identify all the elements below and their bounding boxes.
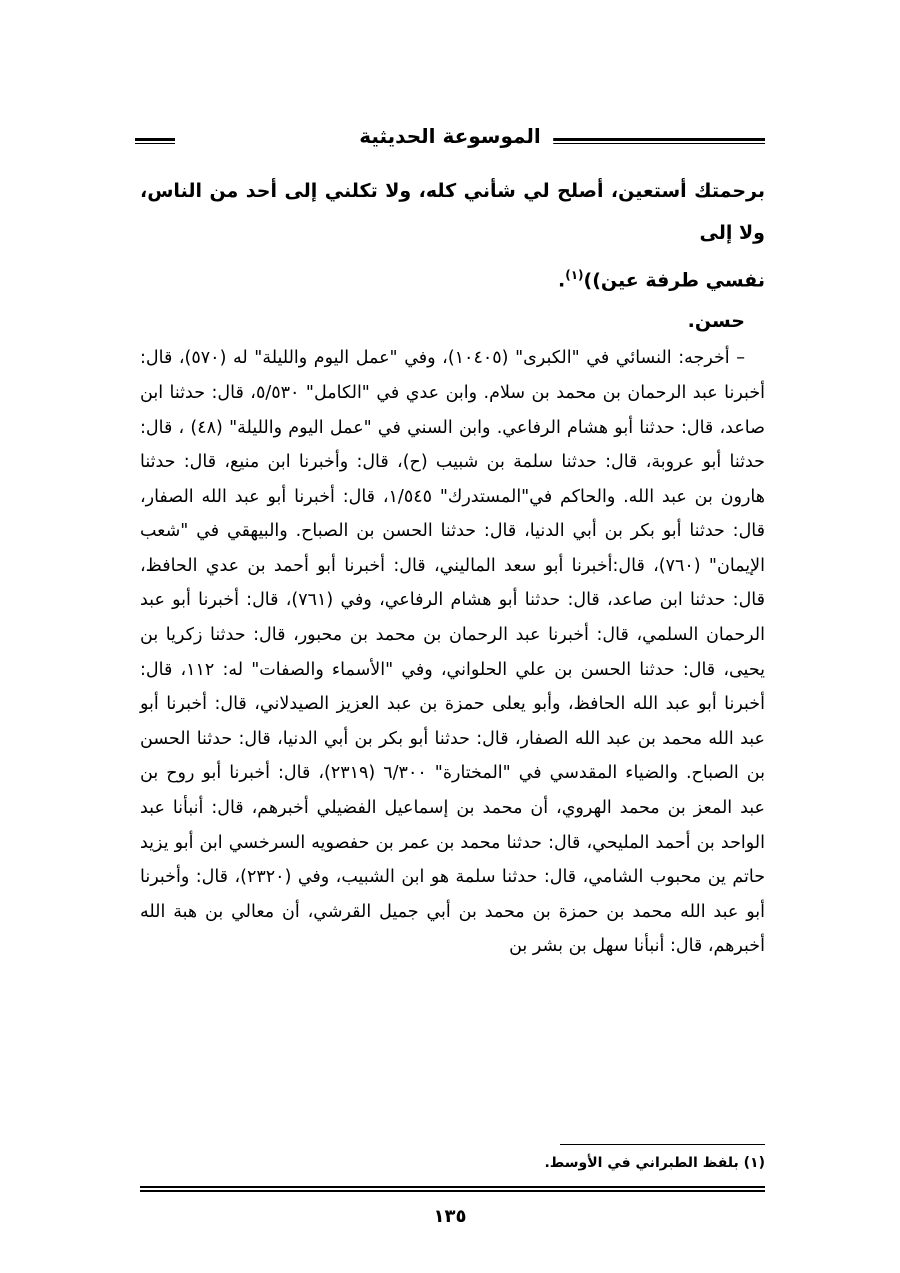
page-number: ١٣٥ [433, 1206, 467, 1227]
header-title: الموسوعة الحديثية [347, 124, 553, 148]
header-rule-left [135, 138, 175, 144]
hadith-line-1: برحمتك أستعين، أصلح لي شأني كله، ولا تكلني إلى أحد من الناس، ولا إلى [140, 180, 765, 244]
takhrij-paragraph: – أخرجه: النسائي في "الكبرى" (١٠٤٠٥)، وفي "عمل اليوم والليلة" له (٥٧٠)، قال: أخبرنا عبد الرحمان بن محمد بن سلام. وابن عدي في "الكامل" ٥/٥٣٠، قال: حدثنا ابن صاعد، قال: حدثنا أبو هشام الرفاعي. وابن السني في "عمل اليوم والليلة" (٤٨) ، قال: حدثنا أبو عروبة، قال: حدثنا سلمة بن شبيب (ح)، قال: وأخبرنا ابن منيع، قال: حدثنا هارون بن عبد الله. والحاكم في"المستدرك" ١/٥٤٥، قال: أخبرنا أبو عبد الله الصفار، قال: حدثنا أبو بكر بن أبي الدنيا، قال: حدثنا الحسن بن الصباح. والبيهقي في "شعب الإيمان" (٧٦٠)، قال:أخبرنا أبو سعد الماليني، قال: أخبرنا أبو أحمد بن عدي الحافظ، قال: حدثنا ابن صاعد، قال: حدثنا أبو هشام الرفاعي، وفي (٧٦١)، قال: أخبرنا أبو عبد الرحمان السلمي، قال: أخبرنا عبد الرحمان بن محمد بن محبور، قال: حدثنا زكريا بن يحيى، قال: حدثنا الحسن بن علي الحلواني، وفي "الأسماء والصفات" له: ١١٢، قال: أخبرنا أبو عبد الله الحافظ، وأبو يعلى حمزة بن عبد العزيز الصيدلاني، قال: أخبرنا أبو عبد الله محمد بن عبد الله الصفار، قال: حدثنا أبو بكر بن أبي الدنيا، قال: حدثنا الحسن بن الصباح. والضياء المقدسي في "المختارة" ٦/٣٠٠ (٢٣١٩)، قال: أخبرنا أبو روح بن عبد المعز بن محمد الهروي، أن محمد بن إسماعيل الفضيلي أخبرهم، قال: أنبأنا عبد الواحد بن أحمد المليحي، قال: حدثنا محمد بن عمر بن حفصويه السرخسي ابن أبو يزيد حاتم ين محبوب الشامي، قال: حدثنا سلمة هو ابن الشبيب، وفي (٢٣٢٠)، قال: وأخبرنا أبو عبد الله محمد بن حمزة بن محمد بن أبي جميل القرشي، أن معالي بن هبة الله أخبرهم، قال: أنبأنا سهل بن بشر بن [140, 348, 766, 957]
footnote: (١) بلفظ الطبراني في الأوسط. [544, 1155, 765, 1171]
bottom-rule [140, 1186, 765, 1192]
footnote-separator [560, 1144, 765, 1145]
running-header [135, 122, 765, 162]
page-body [140, 170, 765, 964]
hadith-grade: حسن. [687, 310, 745, 333]
footnote-ref[interactable]: (١) [565, 268, 584, 282]
hadith-line-2: نفسي طرفة عين)) [583, 269, 765, 292]
hadith-end: . [558, 269, 566, 292]
hadith-text [140, 170, 765, 301]
